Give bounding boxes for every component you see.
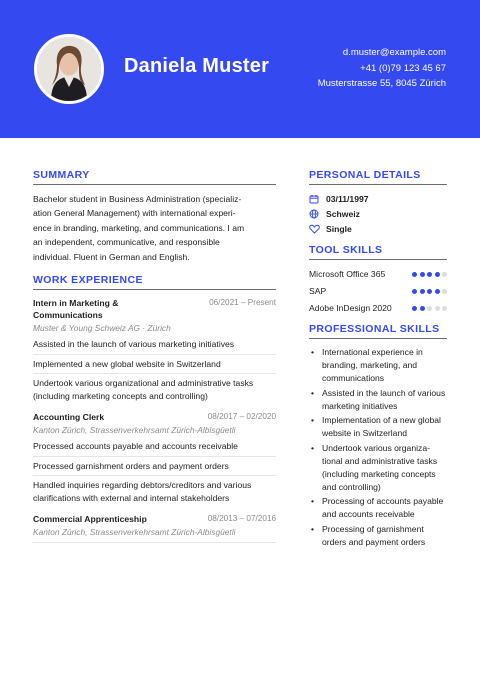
tool-skill-row (309, 284, 447, 298)
level-dot-empty (435, 306, 440, 311)
skill-level-dots (412, 272, 447, 277)
profile-photo (37, 37, 101, 101)
job-duty: Assisted in the launch of various marketing initiatives (33, 338, 276, 355)
candidate-name: Daniela Muster (124, 55, 270, 77)
level-dot-filled (435, 289, 440, 294)
address: Musterstrasse 55, 8045 Zürich (317, 78, 446, 89)
level-dot-filled (412, 289, 417, 294)
calendar-icon (309, 194, 322, 205)
birthdate-row (309, 192, 447, 206)
job-duty: Implemented a new global website in Switzerland (33, 358, 276, 375)
summary-text: Bachelor student in Business Administration (specializ- ation General Management) with international experi- ence in branding, marketing, and communications. I am an independent, communicative, and responsible individual. Fluent in German and English. (33, 194, 245, 262)
job-date: 08/2017 – 02/2020 (207, 412, 276, 422)
level-dot-filled (420, 306, 425, 311)
skill-level-dots (412, 306, 447, 311)
job-duty: Undertook various organizational and administrative tasks (including marketing concepts and controlling) (33, 378, 254, 401)
list-item: • Implementation of a new global website in Switzerland (311, 415, 441, 438)
level-dot-filled (427, 289, 432, 294)
job-date: 06/2021 – Present (209, 298, 276, 308)
right-column (309, 169, 447, 550)
avatar (34, 34, 104, 104)
list-item: • International experience in branding, marketing, and communications (311, 347, 423, 383)
level-dot-filled (420, 289, 425, 294)
header-banner (0, 0, 480, 138)
summary-heading: SUMMARY (33, 169, 276, 185)
nationality: Schweiz (326, 209, 360, 219)
professional-skills-heading: PROFESSIONAL SKILLS (309, 323, 447, 339)
level-dot-filled (412, 306, 417, 311)
level-dot-empty (442, 306, 447, 311)
list-item: • Processing of accounts payable and accounts receivable (311, 496, 444, 519)
contact-info (318, 45, 446, 92)
left-column (33, 169, 276, 545)
job-title: Intern in Marketing & Communications (33, 298, 119, 321)
level-dot-filled (435, 272, 440, 277)
job-company: Muster & Young Schweiz AG · Zürich (33, 323, 171, 334)
marital-status-row (309, 222, 447, 236)
tool-skills-list (309, 267, 447, 315)
job-entry (33, 411, 276, 507)
level-dot-empty (442, 272, 447, 277)
level-dot-empty (442, 289, 447, 294)
tool-name: Adobe InDesign 2020 (309, 303, 392, 313)
tool-skill-row (309, 267, 447, 281)
level-dot-filled (420, 272, 425, 277)
work-experience-heading: WORK EXPERIENCE (33, 274, 276, 290)
job-entry (33, 297, 276, 405)
tool-skills-heading: TOOL SKILLS (309, 244, 447, 260)
job-title: Accounting Clerk (33, 412, 105, 423)
job-duty: Handled inquiries regarding debtors/creditors and various clarifications with external and internal stakeholders (33, 480, 252, 503)
job-company: Kanton Zürich, Strassenverkehrsamt Zürich-Albisgüetli (33, 425, 236, 436)
birthdate: 03/11/1997 (326, 194, 369, 204)
job-duty: Processed accounts payable and accounts receivable (33, 440, 276, 457)
level-dot-filled (427, 272, 432, 277)
professional-skills-list (309, 346, 447, 549)
skill-level-dots (412, 289, 447, 294)
job-duty: Processed garnishment orders and payment orders (33, 460, 276, 477)
job-company: Kanton Zürich, Strassenverkehrsamt Zürich-Albisgüetli (33, 526, 276, 543)
job-entry (33, 513, 276, 543)
job-date: 08/2013 – 07/2016 (207, 514, 276, 524)
list-item: • Assisted in the launch of various marketing initiatives (311, 387, 446, 411)
marital-status: Single (326, 224, 352, 234)
email-link[interactable]: d.muster@example.com (342, 47, 446, 58)
list-item: • Undertook various organiza-tional and administrative tasks (including marketing concepts and controlling) (311, 442, 438, 492)
tool-name: SAP (309, 286, 327, 296)
personal-details-heading: PERSONAL DETAILS (309, 169, 447, 185)
level-dot-filled (412, 272, 417, 277)
level-dot-empty (427, 306, 432, 311)
tool-name: Microsoft Office 365 (309, 269, 386, 279)
nationality-row (309, 207, 447, 221)
heart-icon (309, 224, 322, 235)
list-item: • Processing of garnishment orders and payment orders (311, 523, 426, 547)
phone-number: +41 (0)79 123 45 67 (360, 62, 446, 74)
job-title: Commercial Apprenticeship (33, 514, 147, 525)
globe-icon (309, 209, 322, 220)
tool-skill-row (309, 301, 447, 315)
